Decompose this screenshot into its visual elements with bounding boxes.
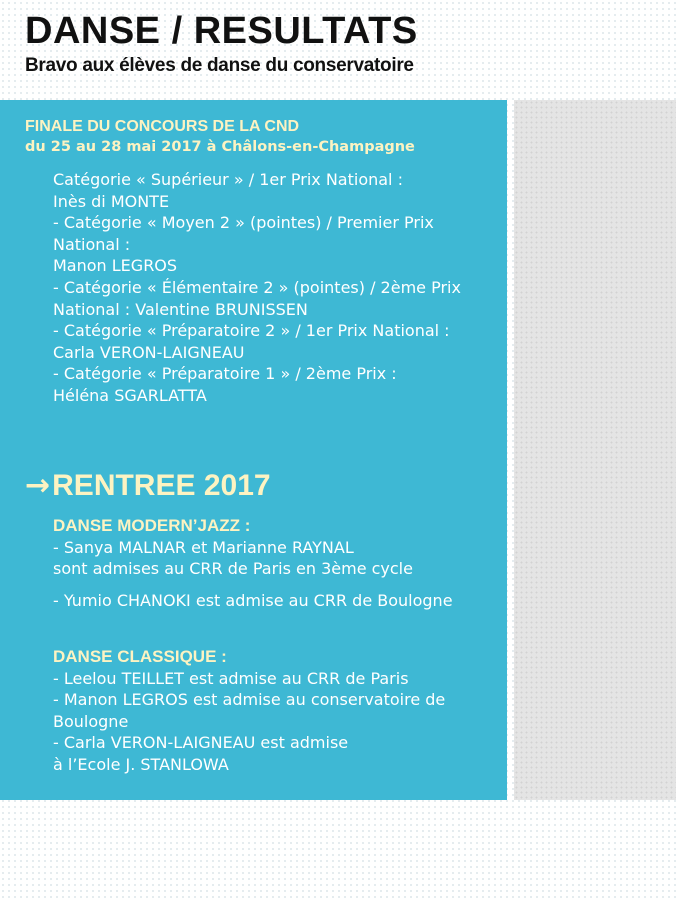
admission-item: - Manon LEGROS est admise au conservatoire de Boulogne — [53, 690, 446, 731]
finale-dates: du 25 au 28 mai 2017 à Châlons-en-Champagne — [25, 139, 415, 155]
finale-title: FINALE DU CONCOURS DE LA CND — [25, 118, 300, 135]
admission-item: - Leelou TEILLET est admise au CRR de Paris — [53, 668, 409, 688]
finale-results-list — [53, 169, 493, 407]
arrow-right-icon: → — [25, 468, 51, 503]
finale-heading — [25, 116, 415, 158]
side-panel — [514, 100, 676, 800]
admission-item: - Carla VERON-LAIGNEAU est admise à l’Ecole J. STANLOWA — [53, 733, 349, 774]
result-item: - Catégorie « Élémentaire 2 » (pointes) / 2ème Prix National : Valentine BRUNISSEN — [53, 277, 461, 319]
result-item: - Catégorie « Préparatoire 1 » / 2ème Prix : Héléna SGARLATTA — [53, 364, 397, 405]
page-subtitle: Bravo aux élèves de danse du conservatoire — [25, 55, 414, 76]
result-item: - Catégorie « Moyen 2 » (pointes) / Premier Prix National : Manon LEGROS — [53, 213, 434, 276]
modern-jazz-section — [53, 515, 493, 611]
admission-item: - Sanya MALNAR et Marianne RAYNAL sont admises au CRR de Paris en 3ème cycle — [53, 537, 413, 579]
rentree-heading — [25, 466, 271, 506]
rentree-title: RENTREE 2017 — [52, 469, 271, 502]
result-item: - Catégorie « Préparatoire 2 » / 1er Prix National : Carla VERON-LAIGNEAU — [53, 321, 450, 362]
classique-section — [53, 646, 493, 776]
result-item: Catégorie « Supérieur » / 1er Prix National : Inès di MONTE — [53, 170, 403, 211]
page-title: DANSE / RESULTATS — [25, 10, 418, 52]
modern-jazz-heading: DANSE MODERN’JAZZ : — [53, 516, 251, 535]
admission-item: - Yumio CHANOKI est admise au CRR de Boulogne — [53, 590, 453, 610]
classique-heading: DANSE CLASSIQUE : — [53, 647, 227, 666]
page-header — [25, 8, 418, 78]
